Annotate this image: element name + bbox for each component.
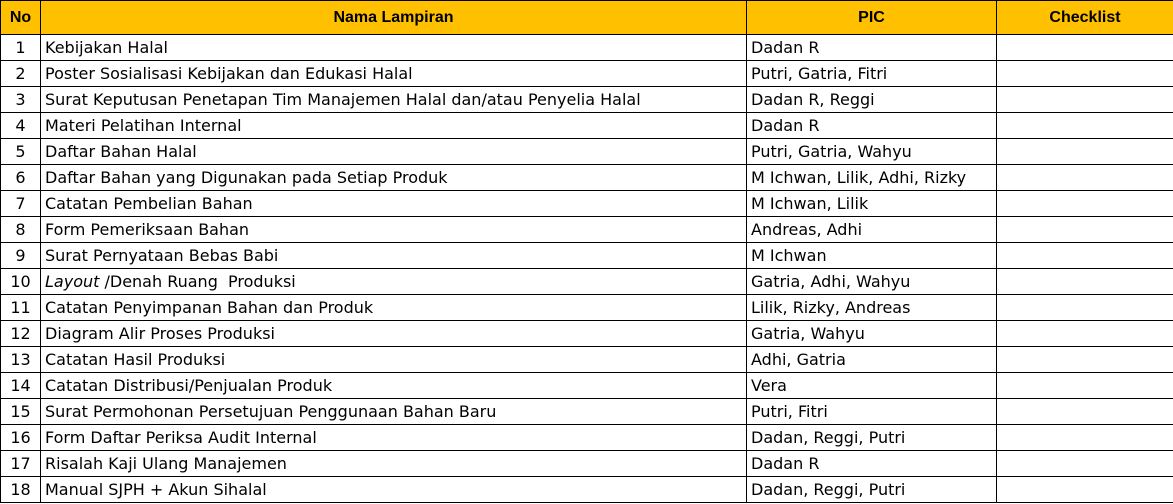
cell-checklist[interactable] — [997, 139, 1173, 165]
table-row — [1, 373, 1173, 399]
table-row — [1, 321, 1173, 347]
cell-nama-text: /Denah Ruang Produksi — [99, 272, 296, 291]
cell-pic[interactable]: Adhi, Gatria — [747, 347, 997, 373]
header-pic[interactable]: PIC — [747, 1, 997, 35]
cell-nama-lampiran[interactable] — [41, 269, 747, 295]
cell-no[interactable]: 12 — [1, 321, 41, 347]
table-row — [1, 425, 1173, 451]
cell-pic[interactable]: Lilik, Rizky, Andreas — [747, 295, 997, 321]
cell-nama-lampiran[interactable]: Surat Permohonan Persetujuan Penggunaan Bahan Baru — [41, 399, 747, 425]
cell-pic[interactable]: Dadan R — [747, 451, 997, 477]
table-row — [1, 295, 1173, 321]
cell-no[interactable]: 9 — [1, 243, 41, 269]
cell-checklist[interactable] — [997, 321, 1173, 347]
cell-checklist[interactable] — [997, 451, 1173, 477]
cell-pic[interactable]: Gatria, Adhi, Wahyu — [747, 269, 997, 295]
table-header — [1, 1, 1173, 35]
cell-pic[interactable]: M Ichwan — [747, 243, 997, 269]
cell-nama-lampiran[interactable]: Catatan Penyimpanan Bahan dan Produk — [41, 295, 747, 321]
cell-nama-lampiran[interactable]: Daftar Bahan yang Digunakan pada Setiap Produk — [41, 165, 747, 191]
cell-checklist[interactable] — [997, 477, 1173, 503]
cell-checklist[interactable] — [997, 35, 1173, 61]
table-row — [1, 269, 1173, 295]
cell-checklist[interactable] — [997, 425, 1173, 451]
cell-no[interactable]: 10 — [1, 269, 41, 295]
cell-checklist[interactable] — [997, 295, 1173, 321]
cell-no[interactable]: 11 — [1, 295, 41, 321]
cell-nama-lampiran[interactable]: Catatan Pembelian Bahan — [41, 191, 747, 217]
cell-no[interactable]: 13 — [1, 347, 41, 373]
table-row — [1, 35, 1173, 61]
cell-checklist[interactable] — [997, 87, 1173, 113]
table-row — [1, 347, 1173, 373]
cell-checklist[interactable] — [997, 113, 1173, 139]
cell-pic[interactable]: Vera — [747, 373, 997, 399]
cell-no[interactable]: 14 — [1, 373, 41, 399]
cell-no[interactable]: 8 — [1, 217, 41, 243]
cell-no[interactable]: 4 — [1, 113, 41, 139]
cell-nama-lampiran[interactable]: Daftar Bahan Halal — [41, 139, 747, 165]
cell-pic[interactable]: Putri, Fitri — [747, 399, 997, 425]
cell-nama-lampiran[interactable]: Catatan Hasil Produksi — [41, 347, 747, 373]
cell-no[interactable]: 6 — [1, 165, 41, 191]
cell-checklist[interactable] — [997, 165, 1173, 191]
header-nama-lampiran[interactable]: Nama Lampiran — [41, 1, 747, 35]
cell-nama-lampiran[interactable]: Surat Keputusan Penetapan Tim Manajemen Halal dan/atau Penyelia Halal — [41, 87, 747, 113]
table-row — [1, 243, 1173, 269]
cell-nama-lampiran[interactable]: Form Pemeriksaan Bahan — [41, 217, 747, 243]
cell-no[interactable]: 5 — [1, 139, 41, 165]
cell-no[interactable]: 1 — [1, 35, 41, 61]
table-row — [1, 217, 1173, 243]
cell-nama-lampiran[interactable]: Poster Sosialisasi Kebijakan dan Edukasi Halal — [41, 61, 747, 87]
cell-pic[interactable]: Gatria, Wahyu — [747, 321, 997, 347]
table-row — [1, 451, 1173, 477]
table-body — [1, 35, 1173, 503]
cell-checklist[interactable] — [997, 243, 1173, 269]
header-no[interactable]: No — [1, 1, 41, 35]
cell-checklist[interactable] — [997, 269, 1173, 295]
table-row — [1, 191, 1173, 217]
cell-no[interactable]: 15 — [1, 399, 41, 425]
cell-pic[interactable]: Dadan, Reggi, Putri — [747, 477, 997, 503]
table-row — [1, 399, 1173, 425]
cell-pic[interactable]: Dadan R — [747, 113, 997, 139]
cell-nama-lampiran[interactable]: Kebijakan Halal — [41, 35, 747, 61]
table-row — [1, 477, 1173, 503]
cell-nama-lampiran[interactable]: Form Daftar Periksa Audit Internal — [41, 425, 747, 451]
cell-checklist[interactable] — [997, 399, 1173, 425]
table-row — [1, 61, 1173, 87]
cell-pic[interactable]: M Ichwan, Lilik — [747, 191, 997, 217]
cell-no[interactable]: 3 — [1, 87, 41, 113]
cell-nama-lampiran[interactable]: Materi Pelatihan Internal — [41, 113, 747, 139]
cell-pic[interactable]: Dadan, Reggi, Putri — [747, 425, 997, 451]
cell-nama-lampiran[interactable]: Catatan Distribusi/Penjualan Produk — [41, 373, 747, 399]
header-checklist[interactable]: Checklist — [997, 1, 1173, 35]
cell-pic[interactable]: Dadan R — [747, 35, 997, 61]
cell-nama-italic-text: Layout — [45, 272, 100, 291]
cell-checklist[interactable] — [997, 217, 1173, 243]
cell-pic[interactable]: M Ichwan, Lilik, Adhi, Rizky — [747, 165, 997, 191]
cell-pic[interactable]: Andreas, Adhi — [747, 217, 997, 243]
cell-nama-lampiran[interactable]: Surat Pernyataan Bebas Babi — [41, 243, 747, 269]
table-row — [1, 113, 1173, 139]
cell-no[interactable]: 7 — [1, 191, 41, 217]
cell-checklist[interactable] — [997, 191, 1173, 217]
table-row — [1, 165, 1173, 191]
cell-no[interactable]: 17 — [1, 451, 41, 477]
cell-checklist[interactable] — [997, 373, 1173, 399]
cell-nama-lampiran[interactable]: Risalah Kaji Ulang Manajemen — [41, 451, 747, 477]
cell-pic[interactable]: Dadan R, Reggi — [747, 87, 997, 113]
header-row — [1, 1, 1173, 35]
cell-no[interactable]: 16 — [1, 425, 41, 451]
cell-pic[interactable]: Putri, Gatria, Fitri — [747, 61, 997, 87]
table-row — [1, 87, 1173, 113]
cell-no[interactable]: 18 — [1, 477, 41, 503]
cell-nama-lampiran[interactable]: Diagram Alir Proses Produksi — [41, 321, 747, 347]
cell-checklist[interactable] — [997, 347, 1173, 373]
table-row — [1, 139, 1173, 165]
cell-checklist[interactable] — [997, 61, 1173, 87]
cell-pic[interactable]: Putri, Gatria, Wahyu — [747, 139, 997, 165]
cell-no[interactable]: 2 — [1, 61, 41, 87]
cell-nama-lampiran[interactable]: Manual SJPH + Akun Sihalal — [41, 477, 747, 503]
